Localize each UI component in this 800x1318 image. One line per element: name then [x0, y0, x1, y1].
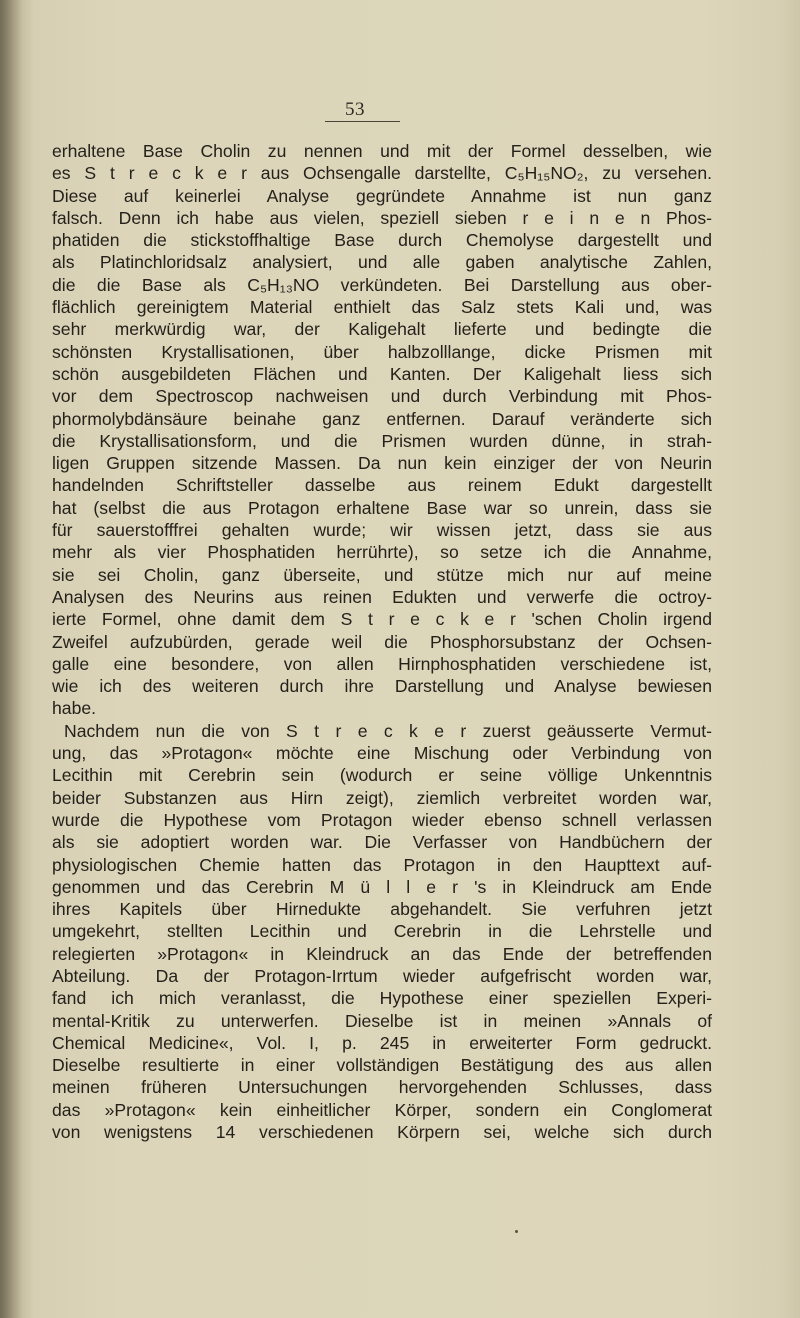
text-line: hat (selbst die aus Protagon erhaltene Base war so unrein, dass sie	[52, 497, 712, 518]
page-number: 53	[345, 99, 365, 120]
text-line: wie ich des weiteren durch ihre Darstellung und Analyse bewiesen	[52, 676, 712, 697]
text-line: als sie adoptiert worden war. Die Verfasser von Handbüchern der	[52, 832, 712, 853]
text-line: Diese auf keinerlei Analyse gegründete Annahme ist nun ganz	[52, 185, 712, 206]
text-line: für sauerstofffrei gehalten wurde; wir wissen jetzt, dass sie aus	[52, 520, 712, 541]
text-line: phatiden die stickstoffhaltige Base durch Chemolyse dargestellt und	[52, 230, 712, 251]
text-line: die Krystallisationsform, und die Prismen wurden dünne, in strah-	[52, 430, 712, 451]
text-line: falsch. Denn ich habe aus vielen, speziell sieben r e i n e n Phos-	[52, 207, 712, 228]
text-line: Nachdem nun die von S t r e c k e r zuerst geäusserte Vermut-	[64, 720, 712, 741]
text-line: ung, das »Protagon« möchte eine Mischung oder Verbindung von	[52, 743, 712, 764]
text-line: beider Substanzen aus Hirn zeigt), ziemlich verbreitet worden war,	[52, 787, 712, 808]
text-line: ihres Kapitels über Hirnedukte abgehandelt. Sie verfuhren jetzt	[52, 899, 712, 920]
text-line: handelnden Schriftsteller dasselbe aus reinem Edukt dargestellt	[52, 475, 712, 496]
text-line: physiologischen Chemie hatten das Protagon in den Haupttext auf-	[52, 854, 712, 875]
text-line: Abteilung. Da der Protagon-Irrtum wieder aufgefrischt worden war,	[52, 965, 712, 986]
binding-shadow	[0, 0, 22, 1318]
text-line: erhaltene Base Cholin zu nennen und mit der Formel desselben, wie	[52, 141, 712, 161]
text-line: vor dem Spectroscop nachweisen und durch Verbindung mit Phos-	[52, 386, 712, 407]
text-line: galle eine besondere, von allen Hirnphosphatiden verschiedene ist,	[52, 653, 712, 674]
text-line: schön ausgebildeten Flächen und Kanten. Der Kaligehalt liess sich	[52, 363, 712, 384]
text-line: ligen Gruppen sitzende Massen. Da nun kein einziger der von Neurin	[52, 453, 712, 474]
text-line: mehr als vier Phosphatiden herrührte), so setze ich die Annahme,	[52, 542, 712, 563]
text-line: flächlich gereinigtem Material enthielt das Salz stets Kali und, was	[52, 297, 712, 318]
text-line: habe.	[52, 698, 97, 719]
text-line: Chemical Medicine«, Vol. I, p. 245 in erweiterter Form gedruckt.	[52, 1032, 712, 1053]
text-line: schönsten Krystallisationen, über halbzolllange, dicke Prismen mit	[52, 341, 712, 362]
text-line: Zweifel aufzubürden, gerade weil die Phosphorsubstanz der Ochsen-	[52, 631, 712, 652]
text-line: Lecithin mit Cerebrin sein (wodurch er seine völlige Unkenntnis	[52, 765, 712, 786]
text-line: die die Base als C₅H₁₃NO verkündeten. Bei Darstellung aus ober-	[52, 274, 712, 295]
text-line: genommen und das Cerebrin M ü l l e r 's in Kleindruck am Ende	[52, 876, 712, 897]
text-line: Dieselbe resultierte in einer vollständigen Bestätigung des aus allen	[52, 1055, 712, 1076]
text-line: fand ich mich veranlasst, die Hypothese einer speziellen Experi-	[52, 988, 712, 1009]
text-line: wurde die Hypothese vom Protagon wieder ebenso schnell verlassen	[52, 809, 712, 830]
body-text	[52, 140, 712, 1143]
text-line: von wenigstens 14 verschiedenen Körpern sei, welche sich durch	[52, 1122, 712, 1143]
speck-mark	[515, 1230, 518, 1233]
text-line: relegierten »Protagon« in Kleindruck an das Ende der betreffenden	[52, 943, 712, 964]
text-line: meinen früheren Untersuchungen hervorgehenden Schlusses, dass	[52, 1077, 712, 1098]
text-line: sehr merkwürdig war, der Kaligehalt lieferte und bedingte die	[52, 319, 712, 340]
text-line: ierte Formel, ohne damit dem S t r e c k e r 'schen Cholin irgend	[52, 609, 712, 630]
text-line: phormolybdänsäure beinahe ganz entfernen. Darauf veränderte sich	[52, 408, 712, 429]
text-line: das »Protagon« kein einheitlicher Körper, sondern ein Conglomerat	[52, 1099, 712, 1120]
text-line: Analysen des Neurins aus reinen Edukten und verwerfe die octroy-	[52, 586, 712, 607]
text-line: umgekehrt, stellten Lecithin und Cerebrin in die Lehrstelle und	[52, 921, 712, 942]
text-line: sie sei Cholin, ganz überseite, und stütze mich nur auf meine	[52, 564, 712, 585]
page-number-underline	[325, 121, 400, 122]
text-line: es S t r e c k e r aus Ochsengalle darstellte, C₅H₁₅NO₂, zu versehen.	[52, 163, 712, 184]
text-line: als Platinchloridsalz analysiert, und alle gaben analytische Zahlen,	[52, 252, 712, 273]
text-line: mental-Kritik zu unterwerfen. Dieselbe ist in meinen »Annals of	[52, 1010, 712, 1031]
